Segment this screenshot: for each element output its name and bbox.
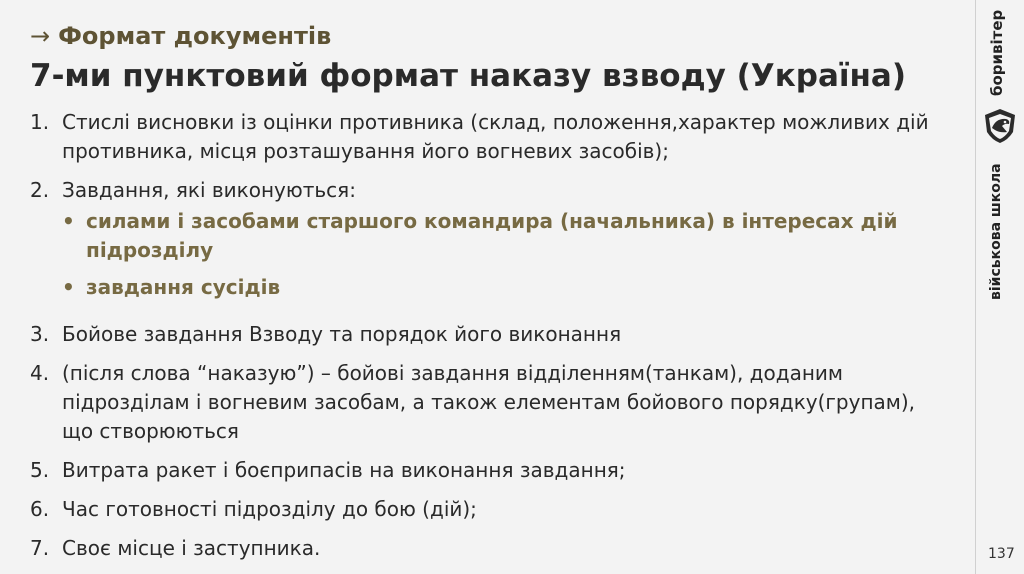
school-label: військова школа <box>988 163 1004 300</box>
bullet-icon: • <box>62 209 75 233</box>
item-text: Завдання, які виконуються: <box>62 178 356 202</box>
item-number: 1. <box>30 110 50 134</box>
slide-title: 7-ми пунктовий формат наказу взводу (Україна) <box>30 58 906 94</box>
item-text: (після слова “наказую”) – бойові завдання відділенням(танкам), доданим підрозділам і вогневим засобам, а також елементам бойового порядку(групам), що створюються <box>62 361 916 443</box>
numbered-list <box>30 108 950 573</box>
item-number: 4. <box>30 361 50 385</box>
item-number: 5. <box>30 458 50 482</box>
item-text: Витрата ракет і боєприпасів на виконання завдання; <box>62 458 626 482</box>
list-item <box>30 176 950 310</box>
sub-item-text: завдання сусідів <box>86 275 281 299</box>
list-item <box>30 108 950 166</box>
item-number: 2. <box>30 178 50 202</box>
item-text: Стислі висновки із оцінки противника (склад, положення,характер можливих дій противника, місця розташування його вогневих засобів); <box>62 110 929 163</box>
list-item <box>30 495 950 524</box>
brand-sidebar <box>975 0 1024 574</box>
list-item <box>30 456 950 485</box>
list-item <box>30 320 950 349</box>
list-item <box>30 359 950 446</box>
item-text: Час готовності підрозділу до бою (дій); <box>62 497 477 521</box>
arrow-right-icon: → <box>30 22 51 50</box>
item-number: 3. <box>30 322 50 346</box>
item-text: Своє місце і заступника. <box>62 536 321 560</box>
item-text: Бойове завдання Взводу та порядок його виконання <box>62 322 622 346</box>
sub-list-item <box>62 273 950 302</box>
page-number: 137 <box>988 546 1015 562</box>
sub-list <box>62 207 950 302</box>
section-kicker <box>30 22 331 50</box>
item-number: 7. <box>30 536 50 560</box>
kicker-text: Формат документів <box>58 22 332 50</box>
sub-list-item <box>62 207 950 265</box>
brand-name: боривітер <box>988 9 1006 96</box>
sub-item-text: силами і засобами старшого командира (начальника) в інтересах дій підрозділу <box>86 209 898 262</box>
bullet-icon: • <box>62 275 75 299</box>
list-item <box>30 534 950 563</box>
falcon-shield-icon <box>980 106 1020 146</box>
item-number: 6. <box>30 497 50 521</box>
